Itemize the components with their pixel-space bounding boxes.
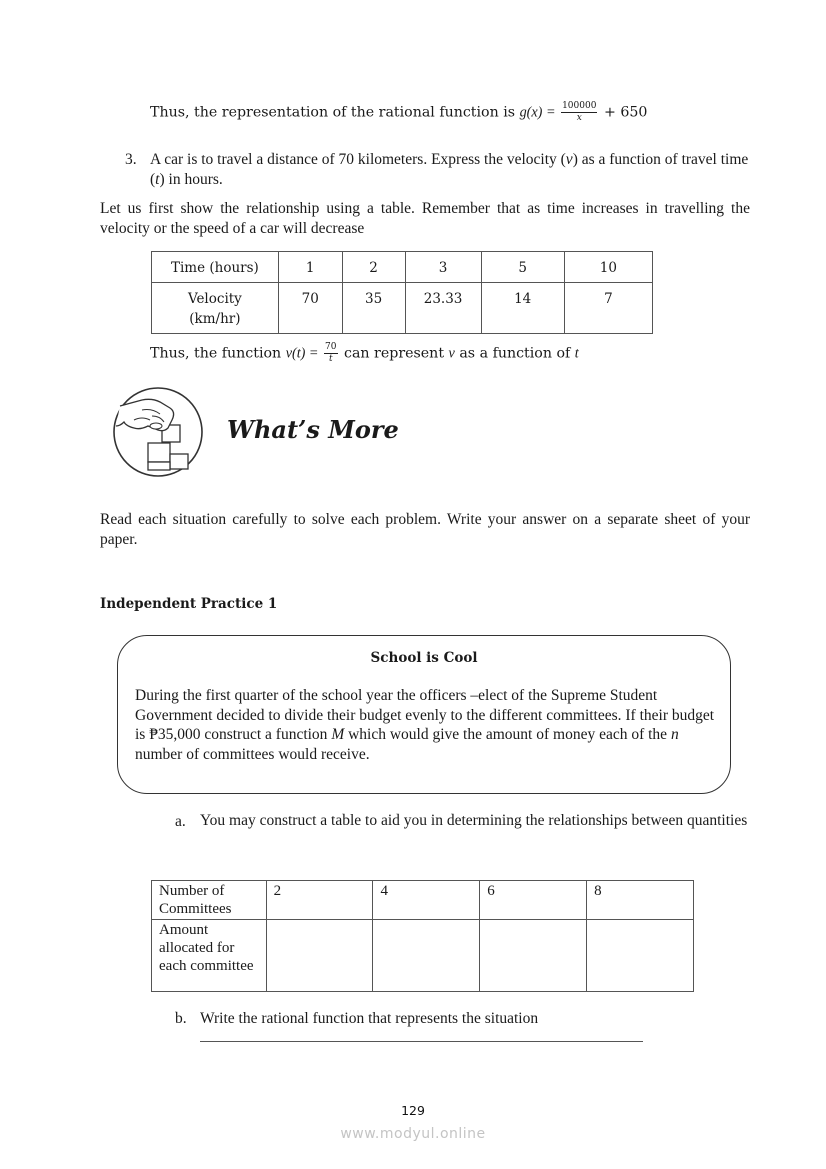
table-cell: 4 bbox=[373, 881, 480, 920]
table-row bbox=[152, 920, 694, 992]
problem-text: A car is to travel a distance of 70 kilometers. Express the velocity ( bbox=[150, 151, 566, 168]
committee-table bbox=[151, 880, 694, 992]
row-header: Time (hours) bbox=[152, 252, 279, 283]
table-row bbox=[152, 252, 653, 283]
variable-t: t bbox=[155, 171, 160, 188]
problem-box-text bbox=[135, 686, 715, 764]
function-suffix: + 650 bbox=[599, 104, 648, 121]
table-cell: 8 bbox=[587, 881, 694, 920]
velocity-function-conclusion bbox=[150, 343, 750, 364]
fraction-denominator: t bbox=[328, 354, 333, 364]
item-a-text: You may construct a table to aid you in determining the relationships between quantities bbox=[200, 812, 748, 829]
table-cell: 2 bbox=[342, 252, 405, 283]
table-cell: 14 bbox=[481, 283, 564, 334]
table-cell: 1 bbox=[278, 252, 342, 283]
item-a-letter: a. bbox=[175, 813, 186, 830]
item-b-letter: b. bbox=[175, 1010, 187, 1027]
fraction-numerator: 70 bbox=[325, 342, 337, 352]
problem-text: number of committees would receive. bbox=[135, 745, 370, 763]
variable-t: t bbox=[574, 345, 579, 362]
table-cell: 2 bbox=[266, 881, 373, 920]
variable-v: v bbox=[448, 345, 455, 362]
fraction bbox=[324, 343, 337, 364]
table-cell: 7 bbox=[564, 283, 652, 334]
table-cell: 3 bbox=[405, 252, 481, 283]
answer-cell[interactable] bbox=[266, 920, 373, 992]
conclusion-text: Thus, the representation of the rational function is bbox=[150, 104, 520, 121]
table-cell: 5 bbox=[481, 252, 564, 283]
function-name: v(t) = bbox=[285, 345, 323, 362]
rational-function-conclusion bbox=[150, 102, 750, 123]
answer-cell[interactable] bbox=[373, 920, 480, 992]
row-header: Number of Committees bbox=[152, 881, 267, 920]
practice-title: Independent Practice 1 bbox=[100, 596, 278, 612]
variable-n: n bbox=[670, 726, 679, 743]
conclusion-text: Thus, the function bbox=[150, 345, 286, 362]
function-name: g(x) = bbox=[519, 104, 560, 121]
answer-cell[interactable] bbox=[480, 920, 587, 992]
explanation-paragraph: Let us first show the relationship using a table. Remember that as time increases in travelling the velocity or the speed of a car will decrease bbox=[100, 200, 750, 237]
variable-v: v bbox=[565, 151, 573, 168]
fraction bbox=[561, 102, 597, 123]
fraction-denominator: x bbox=[576, 113, 582, 123]
instructions-paragraph: Read each situation carefully to solve each problem. Write your answer on a separate sheet of your paper. bbox=[100, 511, 750, 548]
fraction-numerator: 100000 bbox=[562, 101, 597, 111]
table-cell: 23.33 bbox=[405, 283, 481, 334]
table-row bbox=[152, 283, 653, 334]
table-cell: 10 bbox=[564, 252, 652, 283]
row-header-label: Velocity (km/hr) bbox=[187, 291, 242, 327]
table-cell: 6 bbox=[480, 881, 587, 920]
problem-box bbox=[117, 635, 731, 794]
conclusion-text: as a function of bbox=[454, 345, 575, 362]
answer-cell[interactable] bbox=[587, 920, 694, 992]
section-title: What’s More bbox=[227, 415, 399, 444]
page-number: 129 bbox=[401, 1103, 425, 1118]
table-cell: 35 bbox=[342, 283, 405, 334]
problem-number: 3. bbox=[125, 151, 137, 168]
problem-3-text bbox=[150, 150, 753, 190]
watermark: www.modyul.online bbox=[340, 1126, 486, 1142]
row-header: Amount allocated for each committee bbox=[152, 920, 267, 992]
problem-text: which would give the amount of money each of the bbox=[344, 726, 671, 743]
variable-M: M bbox=[331, 726, 345, 743]
hand-stacking-blocks-icon bbox=[112, 386, 204, 478]
answer-line[interactable] bbox=[200, 1041, 643, 1042]
item-b-text: Write the rational function that represents the situation bbox=[200, 1010, 539, 1027]
conclusion-text: can represent bbox=[339, 345, 449, 362]
velocity-table bbox=[151, 251, 653, 334]
table-cell: 70 bbox=[278, 283, 342, 334]
table-row bbox=[152, 881, 694, 920]
problem-box-title: School is Cool bbox=[370, 650, 478, 666]
row-header bbox=[152, 283, 279, 334]
problem-text: During the first quarter of the school year the officers –elect of the Supreme Student Government decided to divide their budget evenly to the different committees. If their budget is ₱35,000 construct a function bbox=[135, 687, 715, 743]
problem-text: ) as a function of travel time ( bbox=[150, 151, 749, 188]
problem-text: ) in hours. bbox=[159, 171, 223, 188]
